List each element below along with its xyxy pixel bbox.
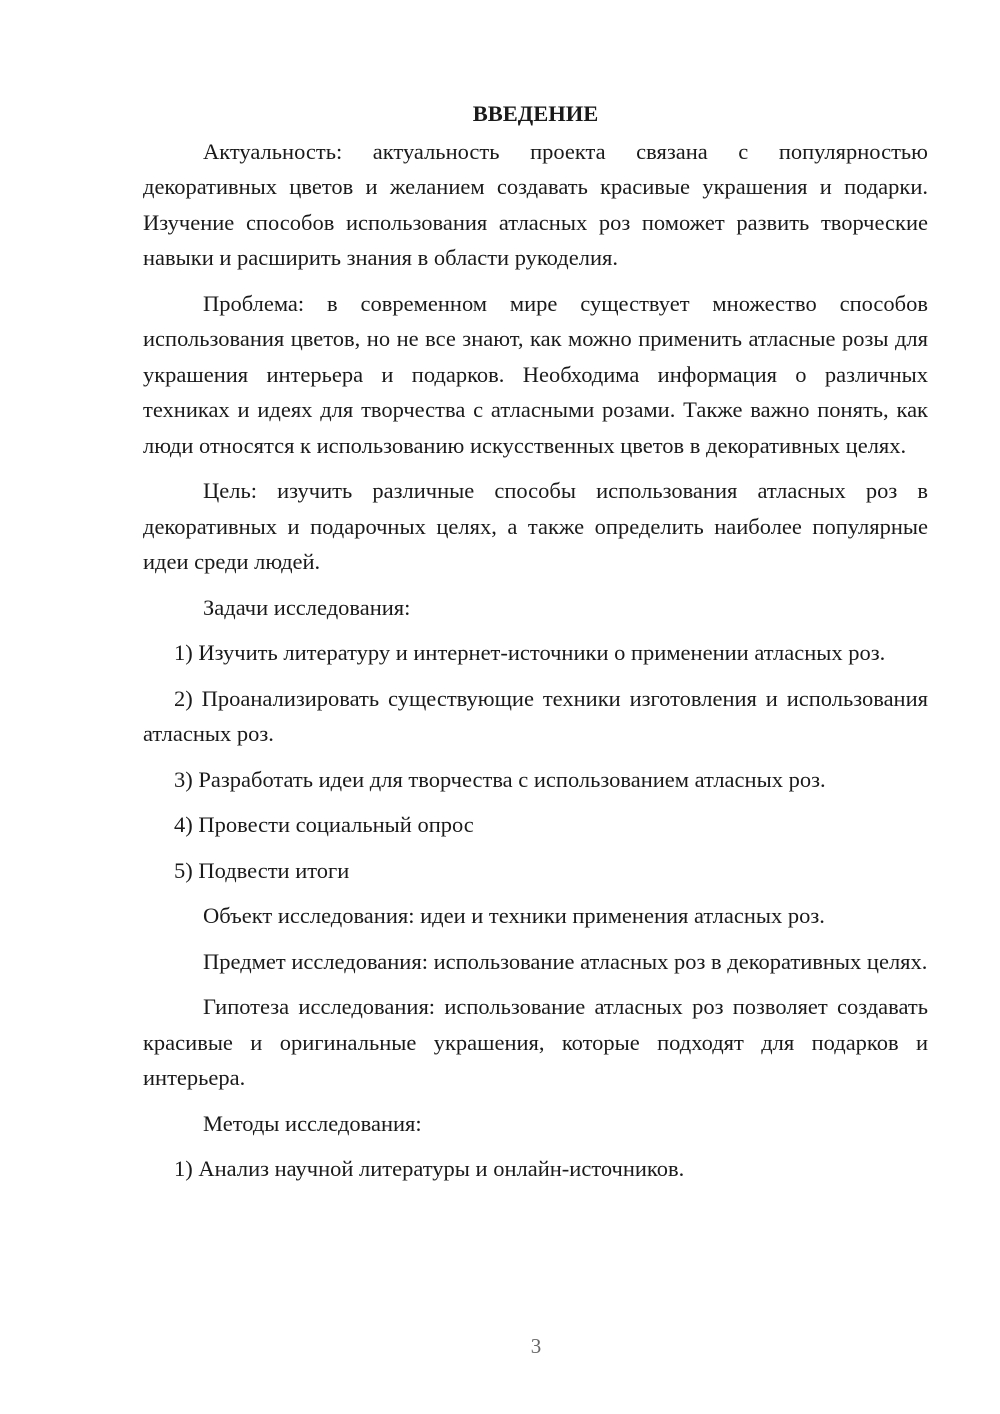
paragraph-hypothesis: Гипотеза исследования: использование атласных роз позволяет создавать красивые и оригинальные украшения, которые подходят для подарков и интерьера. [143,994,928,1090]
page-title: ВВЕДЕНИЕ [472,101,599,126]
paragraph-methods-heading: Методы исследования: [203,1110,422,1136]
list-item-method-1: 1) Анализ научной литературы и онлайн-источников. [174,1156,685,1181]
paragraph-goal: Цель: изучить различные способы использования атласных роз в декоративных и подарочных целях, а также определить наиболее популярные идеи среди людей. [143,478,928,574]
paragraph-object: Объект исследования: идеи и техники применения атласных роз. [203,903,825,928]
paragraph-subject: Предмет исследования: использование атласных роз в декоративных целях. [203,948,928,974]
list-item-task-1: 1) Изучить литературу и интернет-источники о применении атласных роз. [174,640,886,665]
list-item-task-3: 3) Разработать идеи для творчества с использованием атласных роз. [174,766,826,792]
list-item-task-5: 5) Подвести итоги [174,857,350,883]
list-item-task-2: 2) Проанализировать существующие техники изготовления и использования атласных роз. [143,685,928,746]
paragraph-tasks-heading: Задачи исследования: [203,594,411,620]
page-content [143,96,928,1197]
paragraph-problem: Проблема: в современном мире существует множество способов использования цветов, но не все знают, как можно применить атласные розы для украшения интерьера и подарков. Необходима информация о различных техниках и идеях для творчества с атласными розами. Также важно понять, как люди относятся к использованию искусственных цветов в декоративных целях. [143,290,928,458]
page-number: 3 [530,1334,542,1358]
paragraph-relevance: Актуальность: актуальность проекта связана с популярностью декоративных цветов и желанием создавать красивые украшения и подарки. Изучение способов использования атласных роз поможет развить творческие навыки и расширить знания в области рукоделия. [143,138,928,270]
list-item-task-4: 4) Провести социальный опрос [174,812,474,837]
